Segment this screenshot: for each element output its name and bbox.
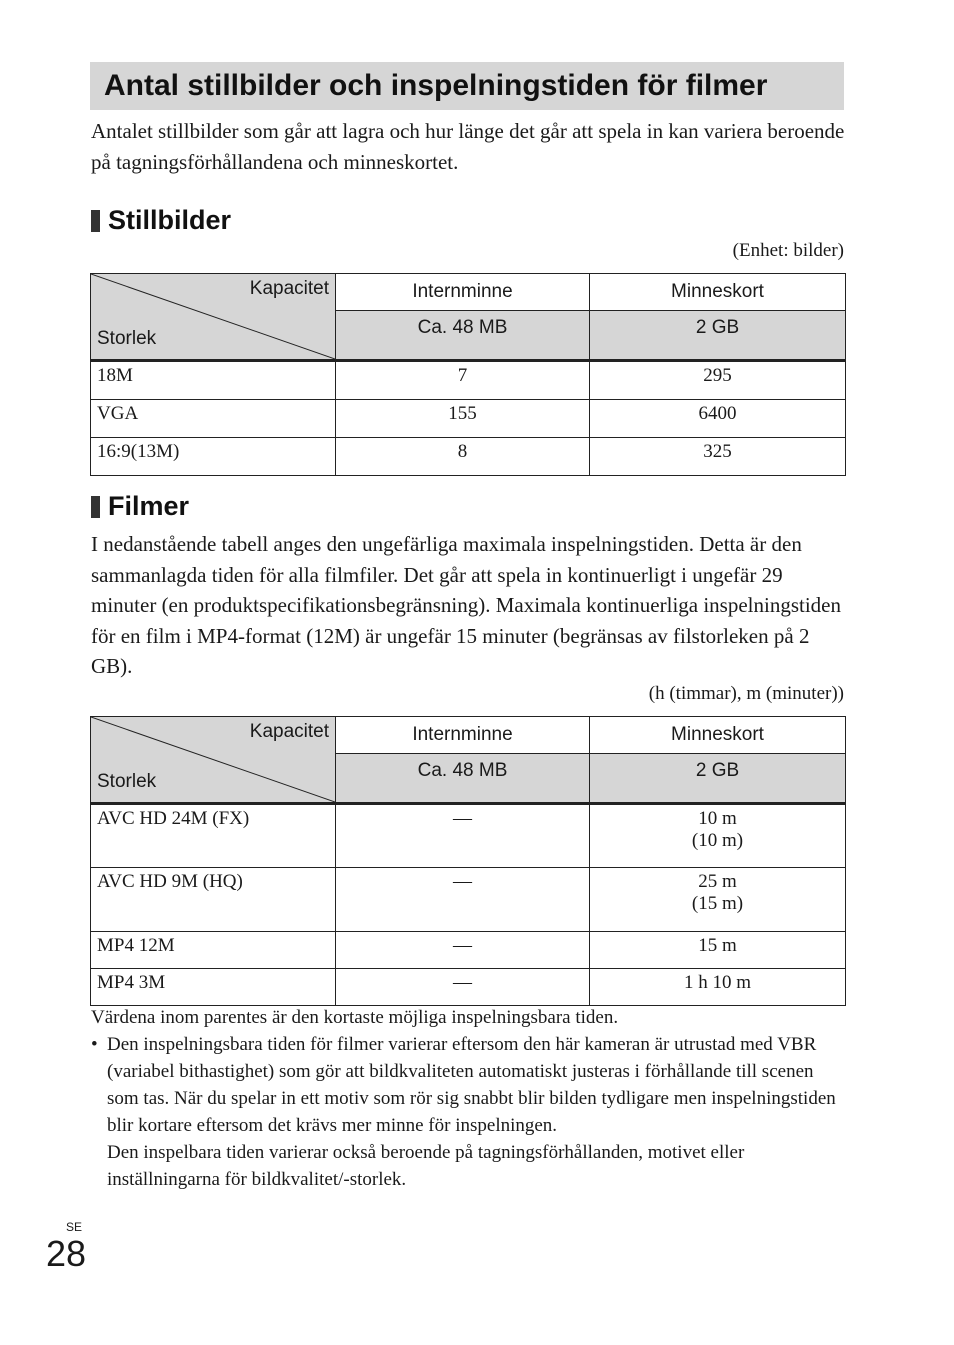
row-card: 15 m — [590, 932, 846, 969]
row-internal: 155 — [336, 400, 590, 438]
heading-bar-icon — [91, 210, 100, 232]
row-card — [590, 868, 846, 932]
row-internal: — — [336, 969, 590, 1006]
card-time-min: (15 m) — [691, 893, 744, 914]
row-internal: — — [336, 804, 590, 868]
page-title: Antal stillbilder och inspelningstiden för filmer — [104, 69, 768, 102]
header-internal: Internminne — [336, 274, 590, 311]
table-row — [91, 361, 846, 400]
header-card: Minneskort — [590, 274, 846, 311]
header-corner-cell — [91, 717, 336, 804]
footnote: Värdena inom parentes är den kortaste möjliga inspelningsbara tiden. — [91, 1007, 619, 1028]
row-internal: — — [336, 868, 590, 932]
section-title: Stillbilder — [108, 205, 232, 235]
section-heading-stills — [91, 205, 231, 236]
capacity-label: Kapacitet — [249, 721, 329, 742]
bullet-icon: • — [91, 1034, 98, 1055]
intro-paragraph: Antalet stillbilder som går att lagra och hur länge det går att spela in kan variera beroende på tagningsförhållandena och minneskortet. — [91, 119, 845, 174]
bullet-text — [107, 1031, 843, 1193]
table-row — [91, 438, 846, 476]
row-label: MP4 12M — [91, 932, 336, 969]
row-label: 16:9(13M) — [91, 438, 336, 476]
header-card-size: 2 GB — [590, 754, 846, 804]
header-card-size: 2 GB — [590, 311, 846, 361]
row-card: 6400 — [590, 400, 846, 438]
movies-paragraph: I nedanstående tabell anges den ungefärliga maximala inspelningstiden. Detta är den sammanlagda tiden för alla filmfiler. Det går att spela in kontinuerligt i ungefär 29 minuter (en produktspecifikationsbegränsning). Maximala kontinuerliga inspelningstiden för en film i MP4-format (12M) är ungefär 15 minuter (begränsas av filstorleken på 2 GB). — [91, 532, 842, 678]
capacity-label: Kapacitet — [249, 278, 329, 299]
row-internal: 7 — [336, 361, 590, 400]
row-label: AVC HD 9M (HQ) — [91, 868, 336, 932]
title-band — [90, 62, 844, 110]
row-card: 295 — [590, 361, 846, 400]
section-heading-movies — [91, 491, 189, 522]
table-row — [91, 868, 846, 932]
header-card: Minneskort — [590, 717, 846, 754]
table-row — [91, 400, 846, 438]
row-internal: — — [336, 932, 590, 969]
section-title: Filmer — [108, 491, 190, 521]
page-language: SE — [66, 1220, 83, 1234]
table-row — [91, 969, 846, 1006]
card-time-min: (10 m) — [691, 830, 744, 851]
row-label: 18M — [91, 361, 336, 400]
bullet-text-2: Den inspelbara tiden varierar också beroende på tagningsförhållanden, motivet eller inställningarna för bildkvalitet/-storlek. — [107, 1142, 745, 1190]
header-corner-cell — [91, 274, 336, 361]
table-row — [91, 932, 846, 969]
header-internal-size: Ca. 48 MB — [336, 311, 590, 361]
stills-table — [90, 273, 846, 476]
page-number: 28 — [46, 1233, 87, 1274]
bullet-text-1: Den inspelningsbara tiden för filmer varierar eftersom den här kameran är utrustad med VBR (variabel bithastighet) som gör att bildkvaliteten automatiskt justeras i förhållande till scenen som tas. När du spelar in ett motiv som rör sig snabbt blir bilden tydligare men inspelningstiden blir kortare eftersom det krävs mer minne för inspelningen. — [107, 1034, 836, 1136]
row-internal: 8 — [336, 438, 590, 476]
unit-note: (h (timmar), m (minuter)) — [648, 683, 844, 704]
header-internal-size: Ca. 48 MB — [336, 754, 590, 804]
row-label: AVC HD 24M (FX) — [91, 804, 336, 868]
movies-table — [90, 716, 846, 1006]
heading-bar-icon — [91, 496, 100, 518]
table-row — [91, 804, 846, 868]
row-card: 325 — [590, 438, 846, 476]
unit-note: (Enhet: bilder) — [732, 240, 844, 261]
size-label: Storlek — [97, 328, 157, 349]
row-card — [590, 804, 846, 868]
row-label: VGA — [91, 400, 336, 438]
row-card: 1 h 10 m — [590, 969, 846, 1006]
card-time: 10 m — [698, 808, 737, 829]
size-label: Storlek — [97, 771, 157, 792]
card-time: 25 m — [698, 871, 737, 892]
header-internal: Internminne — [336, 717, 590, 754]
row-label: MP4 3M — [91, 969, 336, 1006]
